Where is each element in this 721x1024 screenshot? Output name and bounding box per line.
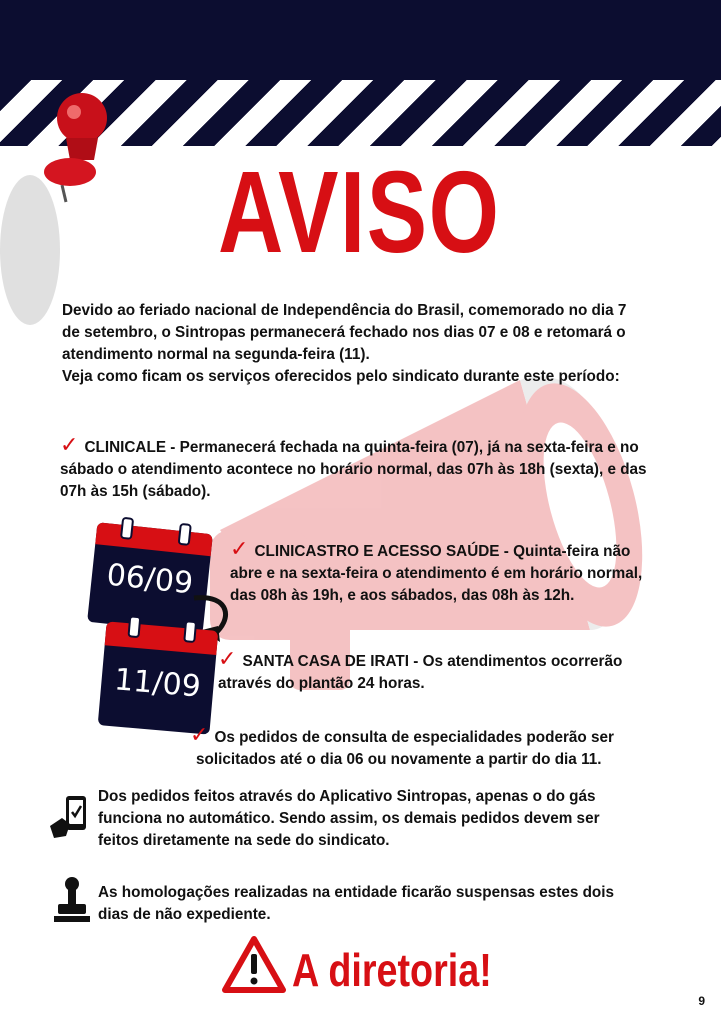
item-line: abre e na sexta-feira o atendimento é em horário normal, [230,565,643,582]
intro-line: de setembro, o Sintropas permanecerá fechado nos dias 07 e 08 e retomará o [62,324,626,341]
checkmark-icon: ✓ [190,722,209,747]
homologation-note [98,882,698,926]
checkmark-icon: ✓ [60,432,79,457]
checkmark-icon: ✓ [230,536,249,561]
stamp-icon [52,876,92,926]
item-line: CLINICALE - Permanecerá fechada na quinta-feira (07), já na sexta-feira e no [84,439,639,456]
item-line: sábado o atendimento acontece no horário normal, das 07h às 18h (sexta), e das [60,461,647,478]
header-band [0,0,721,80]
note-line: feitos diretamente na sede do sindicato. [98,832,390,849]
item-line: SANTA CASA DE IRATI - Os atendimentos ocorrerão [242,653,623,670]
clinicale-item [60,434,690,503]
intro-line: Veja como ficam os serviços oferecidos pelo sindicato durante este período: [62,368,620,385]
santa-casa-item [218,648,678,695]
intro-paragraph [62,300,682,388]
page-number: 9 [698,994,705,1008]
item-line: Os pedidos de consulta de especialidades poderão ser [214,729,614,746]
item-line: das 08h às 19h, e aos sábados, das 08h às 12h. [230,587,575,604]
specialties-item [190,724,670,771]
clinicastro-item [230,538,690,607]
warning-triangle-icon [222,936,286,994]
intro-line: atendimento normal na segunda-feira (11). [62,346,370,363]
calendar-date: 11/09 [112,662,203,705]
item-line: através do plantão 24 horas. [218,675,425,692]
phone-in-hand-icon [46,792,94,840]
note-line: funciona no automático. Sendo assim, os demais pedidos devem ser [98,810,600,827]
item-line: CLINICASTRO E ACESSO SAÚDE - Quinta-feira não [254,543,631,560]
note-line: As homologações realizadas na entidade ficarão suspensas estes dois [98,884,615,901]
intro-line: Devido ao feriado nacional de Independência do Brasil, comemorado no dia 7 [62,302,627,319]
checkmark-icon: ✓ [218,646,237,671]
note-line: Dos pedidos feitos através do Aplicativo Sintropas, apenas o do gás [98,788,596,805]
signature-footer: A diretoria! [292,944,492,996]
page-title: AVISO [217,147,501,277]
note-line: dias de não expediente. [98,906,271,923]
item-line: 07h às 15h (sábado). [60,483,211,500]
app-note [98,786,698,852]
item-line: solicitados até o dia 06 ou novamente a partir do dia 11. [196,751,602,768]
calendar-second [98,621,219,734]
calendar-date: 06/09 [105,557,195,602]
